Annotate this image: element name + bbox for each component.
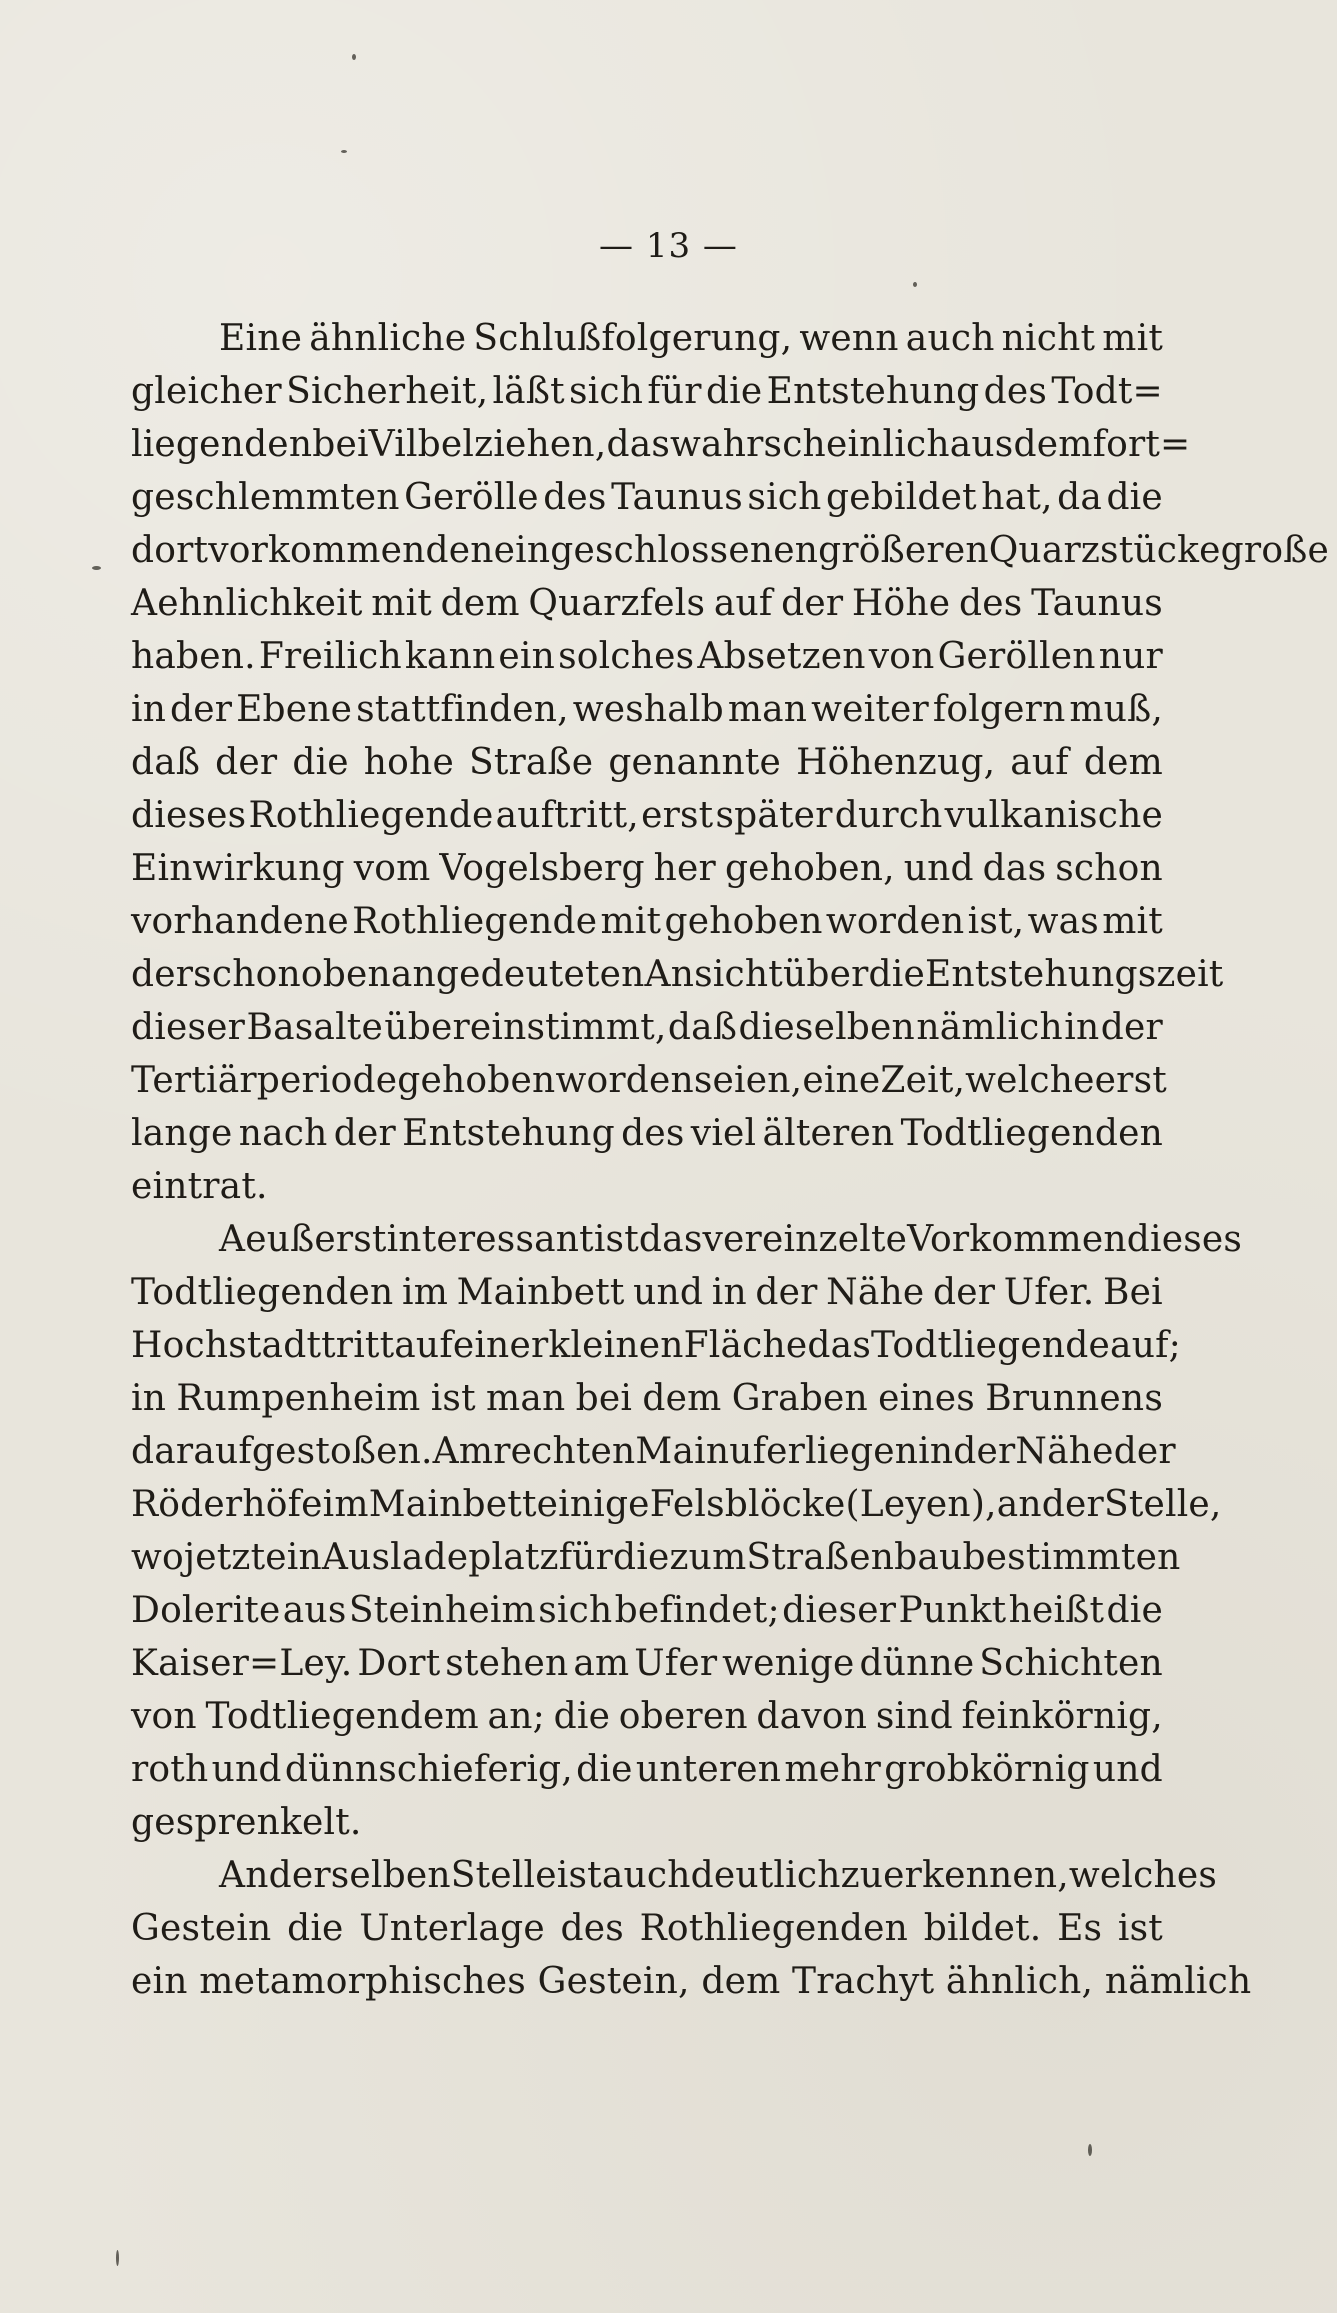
text-line: gleicher Sicherheit, läßt sich für die Entstehung des Todt= bbox=[131, 371, 1163, 412]
text-line: Todtliegenden im Mainbett und in der Nähe der Ufer. Bei bbox=[131, 1272, 1163, 1313]
text-line: Röderhöfe im Mainbett einige Felsblöcke (Leyen), an der Stelle, bbox=[131, 1484, 1222, 1525]
text-line: Einwirkung vom Vogelsberg her gehoben, und das schon bbox=[131, 848, 1163, 889]
text-line: darauf gestoßen. Am rechten Mainufer liegen in der Nähe der bbox=[131, 1431, 1176, 1472]
text-line: geschlemmten Gerölle des Taunus sich gebildet hat, da die bbox=[131, 477, 1163, 518]
text-line: der schon oben angedeuteten Ansicht über die Entstehungszeit bbox=[131, 954, 1224, 995]
text-line: liegenden bei Vilbel ziehen, das wahrscheinlich aus dem fort= bbox=[131, 424, 1191, 465]
text-line: Eine ähnliche Schlußfolgerung, wenn auch nicht mit bbox=[219, 318, 1163, 359]
page-number: — 13 — bbox=[599, 226, 738, 266]
text-line: daß der die hohe Straße genannte Höhenzug, auf dem bbox=[131, 742, 1163, 783]
text-line: ein metamorphisches Gestein, dem Trachyt ähnlich, nämlich bbox=[131, 1961, 1252, 2002]
text-line: von Todtliegendem an; die oberen davon sind feinkörnig, bbox=[131, 1696, 1163, 1737]
text-line: roth und dünnschieferig, die unteren mehr grobkörnig und bbox=[131, 1749, 1163, 1790]
text-line: dieses Rothliegende auftritt, erst später durch vulkanische bbox=[131, 795, 1163, 836]
ink-speck bbox=[341, 150, 347, 153]
text-line: gesprenkelt. bbox=[131, 1802, 362, 1843]
text-line: Gestein die Unterlage des Rothliegenden bildet. Es ist bbox=[131, 1908, 1163, 1949]
ink-speck bbox=[116, 2250, 119, 2266]
text-line: vorhandene Rothliegende mit gehoben worden ist, was mit bbox=[131, 901, 1163, 942]
text-line: Aehnlichkeit mit dem Quarzfels auf der Höhe des Taunus bbox=[131, 583, 1163, 624]
body-text bbox=[131, 312, 1329, 2008]
text-line: lange nach der Entstehung des viel älteren Todtliegenden bbox=[131, 1113, 1163, 1154]
text-line: dieser Basalte übereinstimmt, daß dieselben nämlich in der bbox=[131, 1007, 1163, 1048]
text-line: dort vorkommenden eingeschlossenen größeren Quarzstücke große bbox=[131, 530, 1329, 571]
ink-speck bbox=[1088, 2144, 1092, 2156]
text-line: Kaiser=Ley. Dort stehen am Ufer wenige dünne Schichten bbox=[131, 1643, 1163, 1684]
text-line: Tertiärperiode gehoben worden seien, eine Zeit, welche erst bbox=[131, 1060, 1167, 1101]
text-line: An derselben Stelle ist auch deutlich zu erkennen, welches bbox=[219, 1855, 1218, 1896]
ink-speck bbox=[352, 54, 356, 60]
text-line: Hochstadt tritt auf einer kleinen Fläche das Todtliegende auf; bbox=[131, 1325, 1181, 1366]
text-line: Dolerite aus Steinheim sich befindet; dieser Punkt heißt die bbox=[131, 1590, 1163, 1631]
text-line: eintrat. bbox=[131, 1166, 268, 1207]
text-line: in der Ebene stattfinden, weshalb man weiter folgern muß, bbox=[131, 689, 1163, 730]
text-line: haben. Freilich kann ein solches Absetzen von Geröllen nur bbox=[131, 636, 1163, 677]
text-line: Aeußerst interessant ist das vereinzelte Vorkommen dieses bbox=[219, 1219, 1243, 1260]
text-line: wo jetzt ein Ausladeplatz für die zum Straßenbau bestimmten bbox=[131, 1537, 1181, 1578]
text-line: in Rumpenheim ist man bei dem Graben eines Brunnens bbox=[131, 1378, 1163, 1419]
ink-speck bbox=[92, 566, 101, 570]
ink-speck bbox=[913, 282, 917, 287]
